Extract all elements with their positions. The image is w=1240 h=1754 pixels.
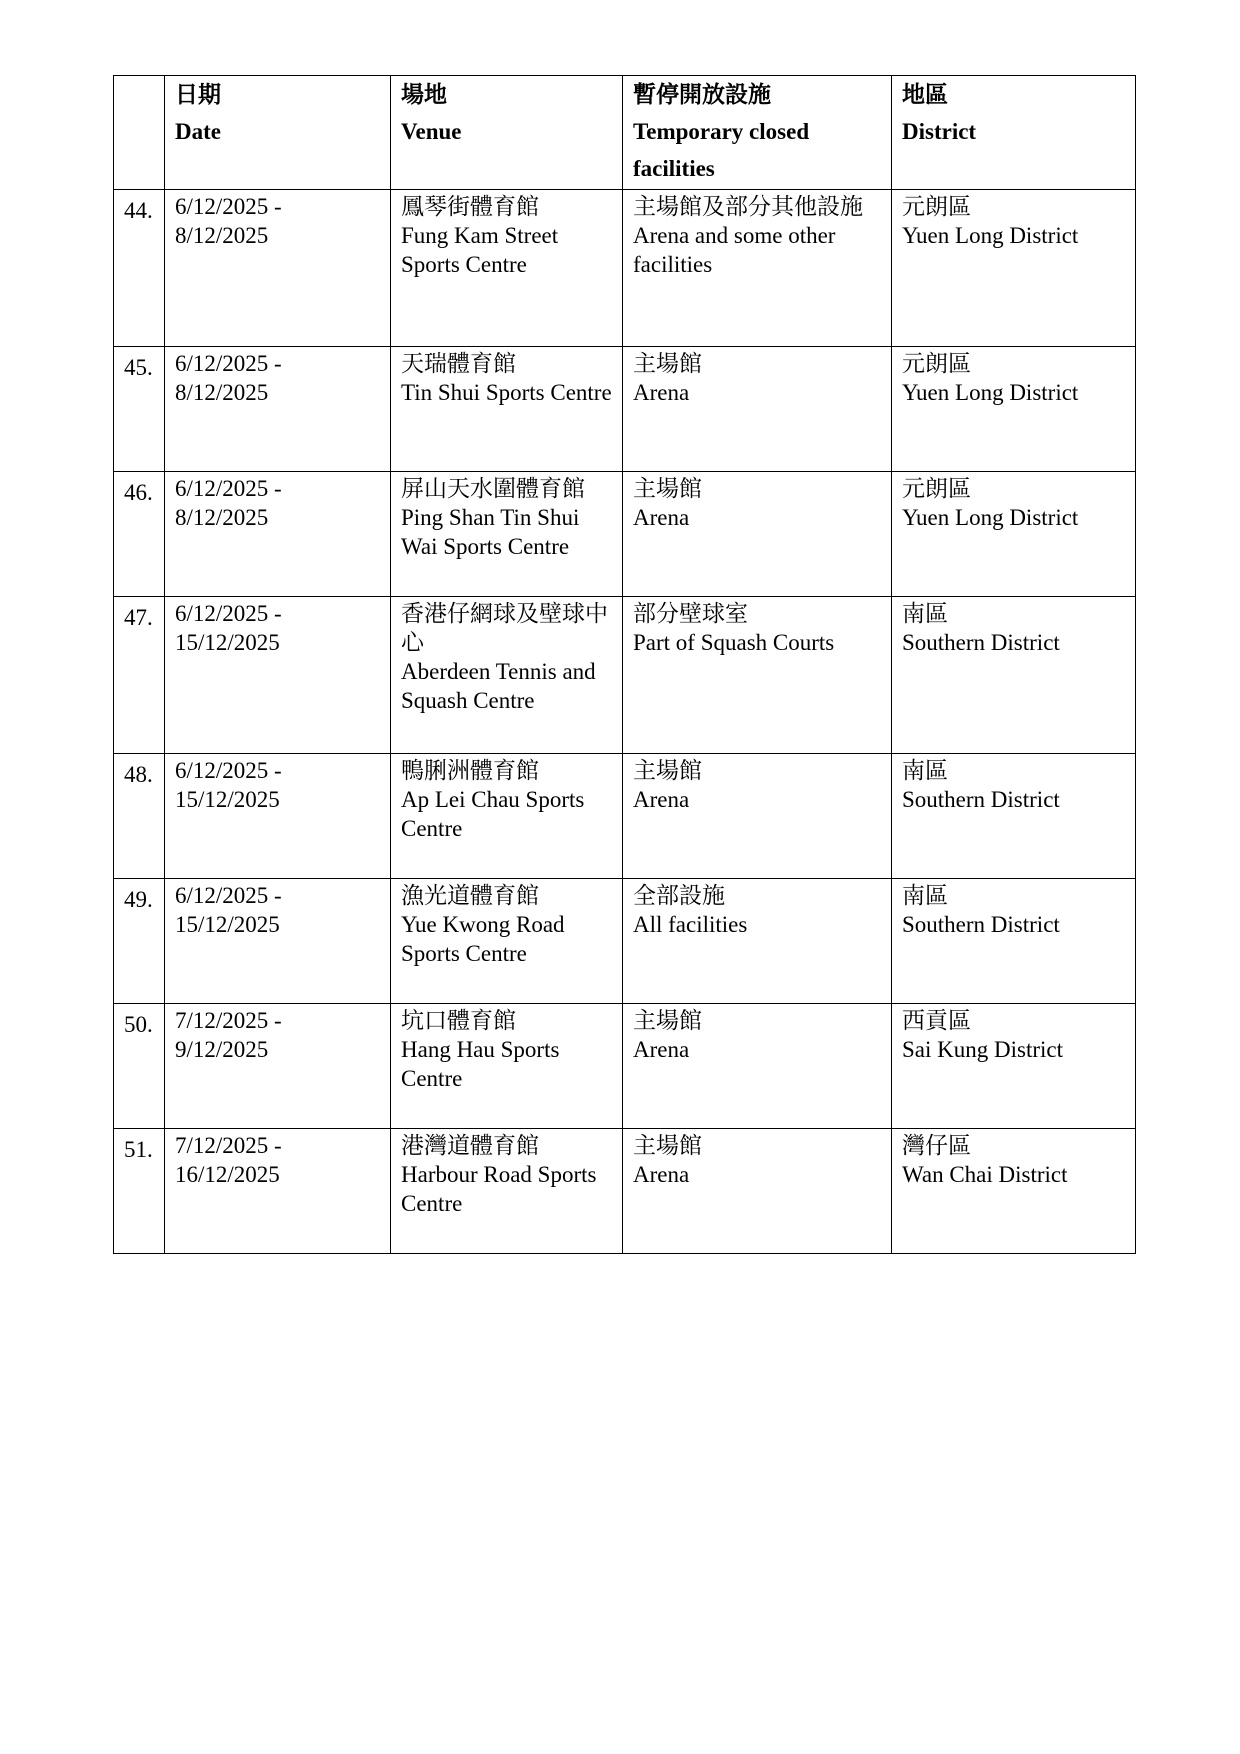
header-district-zh: 地區 (902, 82, 948, 107)
district-cell (892, 472, 1136, 597)
venue-zh: 香港仔網球及壁球中心 (401, 601, 608, 655)
date-end: 15/12/2025 (175, 630, 280, 655)
row-number: 44. (114, 190, 165, 347)
date-start: 7/12/2025 - (175, 1133, 282, 1158)
district-zh: 元朗區 (902, 476, 971, 501)
district-cell (892, 190, 1136, 347)
row-number: 46. (114, 472, 165, 597)
venue-cell (391, 347, 623, 472)
venue-en: Fung Kam Street Sports Centre (401, 223, 559, 277)
district-zh: 南區 (902, 601, 948, 626)
venue-zh: 漁光道體育館 (401, 883, 539, 908)
date-start: 6/12/2025 - (175, 194, 282, 219)
venue-en: Hang Hau Sports Centre (401, 1037, 560, 1091)
date-start: 6/12/2025 - (175, 351, 282, 376)
date-end: 8/12/2025 (175, 223, 269, 248)
venue-en: Yue Kwong Road Sports Centre (401, 912, 565, 966)
district-zh: 南區 (902, 758, 948, 783)
header-district (892, 76, 1136, 190)
row-number: 47. (114, 597, 165, 754)
district-zh: 元朗區 (902, 194, 971, 219)
district-en: Southern District (902, 787, 1060, 812)
facilities-en: Arena (633, 1037, 690, 1062)
district-cell (892, 347, 1136, 472)
header-venue (391, 76, 623, 190)
venue-cell (391, 190, 623, 347)
facilities-en: All facilities (633, 912, 748, 937)
header-venue-en: Venue (401, 119, 462, 144)
date-cell (165, 472, 391, 597)
venue-zh: 屏山天水圍體育館 (401, 476, 585, 501)
date-cell (165, 190, 391, 347)
venue-zh: 坑口體育館 (401, 1008, 516, 1033)
date-cell (165, 879, 391, 1004)
facilities-zh: 主場館 (633, 351, 702, 376)
facilities-cell (623, 1004, 892, 1129)
date-end: 8/12/2025 (175, 380, 269, 405)
facilities-cell (623, 1129, 892, 1254)
facility-closure-table (113, 75, 1136, 1254)
facilities-cell (623, 754, 892, 879)
header-date-zh: 日期 (175, 82, 221, 107)
district-en: Yuen Long District (902, 380, 1079, 405)
facilities-cell (623, 879, 892, 1004)
table-row (114, 597, 1136, 754)
venue-en: Ping Shan Tin Shui Wai Sports Centre (401, 505, 580, 559)
date-start: 6/12/2025 - (175, 601, 282, 626)
facilities-cell (623, 472, 892, 597)
district-en: Wan Chai District (902, 1162, 1068, 1187)
row-number: 49. (114, 879, 165, 1004)
header-number (114, 76, 165, 190)
facilities-cell (623, 597, 892, 754)
venue-cell (391, 1004, 623, 1129)
facilities-en: Arena (633, 1162, 690, 1187)
table-row (114, 1129, 1136, 1254)
date-end: 16/12/2025 (175, 1162, 280, 1187)
facilities-en: Arena (633, 380, 690, 405)
facilities-zh: 主場館及部分其他設施 (633, 194, 863, 219)
district-zh: 灣仔區 (902, 1133, 971, 1158)
date-start: 7/12/2025 - (175, 1008, 282, 1033)
facilities-zh: 主場館 (633, 758, 702, 783)
venue-en: Aberdeen Tennis and Squash Centre (401, 659, 596, 713)
header-district-en: District (902, 119, 977, 144)
venue-en: Ap Lei Chau Sports Centre (401, 787, 585, 841)
header-facilities-en: Temporary closed facilities (633, 119, 810, 181)
venue-zh: 鳳琴街體育館 (401, 194, 539, 219)
district-cell (892, 754, 1136, 879)
district-en: Southern District (902, 630, 1060, 655)
table-row (114, 1004, 1136, 1129)
facilities-en: Arena (633, 787, 690, 812)
header-date (165, 76, 391, 190)
district-cell (892, 879, 1136, 1004)
district-cell (892, 597, 1136, 754)
table-row (114, 472, 1136, 597)
district-en: Yuen Long District (902, 223, 1079, 248)
facilities-zh: 主場館 (633, 476, 702, 501)
facilities-en: Arena and some other facilities (633, 223, 836, 277)
venue-en: Harbour Road Sports Centre (401, 1162, 597, 1216)
row-number: 51. (114, 1129, 165, 1254)
date-cell (165, 347, 391, 472)
district-zh: 西貢區 (902, 1008, 971, 1033)
district-cell (892, 1129, 1136, 1254)
venue-zh: 港灣道體育館 (401, 1133, 539, 1158)
date-start: 6/12/2025 - (175, 476, 282, 501)
venue-cell (391, 879, 623, 1004)
district-zh: 南區 (902, 883, 948, 908)
table-row (114, 879, 1136, 1004)
venue-cell (391, 597, 623, 754)
date-cell (165, 1129, 391, 1254)
row-number: 50. (114, 1004, 165, 1129)
header-facilities-zh: 暫停開放設施 (633, 82, 771, 107)
header-date-en: Date (175, 119, 221, 144)
venue-cell (391, 754, 623, 879)
district-en: Southern District (902, 912, 1060, 937)
header-venue-zh: 場地 (401, 82, 447, 107)
facilities-zh: 全部設施 (633, 883, 725, 908)
facilities-en: Arena (633, 505, 690, 530)
date-start: 6/12/2025 - (175, 883, 282, 908)
facilities-zh: 主場館 (633, 1133, 702, 1158)
row-number: 48. (114, 754, 165, 879)
district-zh: 元朗區 (902, 351, 971, 376)
venue-en: Tin Shui Sports Centre (401, 380, 612, 405)
date-end: 15/12/2025 (175, 912, 280, 937)
date-cell (165, 597, 391, 754)
date-end: 8/12/2025 (175, 505, 269, 530)
row-number: 45. (114, 347, 165, 472)
date-cell (165, 754, 391, 879)
date-end: 15/12/2025 (175, 787, 280, 812)
date-cell (165, 1004, 391, 1129)
date-end: 9/12/2025 (175, 1037, 269, 1062)
facilities-zh: 主場館 (633, 1008, 702, 1033)
venue-zh: 鴨脷洲體育館 (401, 758, 539, 783)
venue-cell (391, 1129, 623, 1254)
venue-zh: 天瑞體育館 (401, 351, 516, 376)
facilities-en: Part of Squash Courts (633, 630, 835, 655)
table-row (114, 190, 1136, 347)
table-header-row (114, 76, 1136, 190)
facilities-cell (623, 190, 892, 347)
header-facilities (623, 76, 892, 190)
facilities-zh: 部分壁球室 (633, 601, 748, 626)
table-row (114, 754, 1136, 879)
district-cell (892, 1004, 1136, 1129)
district-en: Sai Kung District (902, 1037, 1063, 1062)
date-start: 6/12/2025 - (175, 758, 282, 783)
venue-cell (391, 472, 623, 597)
district-en: Yuen Long District (902, 505, 1079, 530)
facilities-cell (623, 347, 892, 472)
table-row (114, 347, 1136, 472)
